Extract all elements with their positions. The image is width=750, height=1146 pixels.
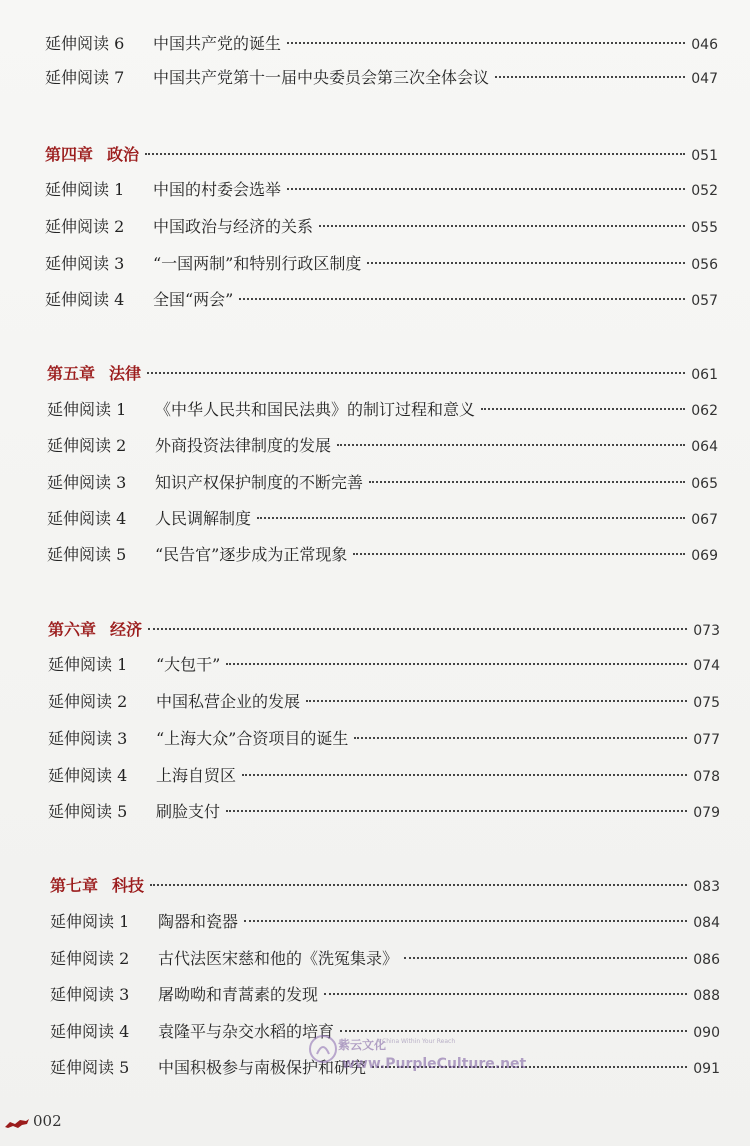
leader-dots	[242, 774, 687, 776]
toc-entry-page: 056	[691, 257, 718, 273]
toc-entry-page: 084	[693, 915, 720, 931]
watermark-site: www.PurpleCulture.net	[342, 1056, 527, 1072]
toc-chapter[interactable]	[47, 364, 718, 385]
toc-entry-label: 延伸阅读 2	[47, 436, 127, 455]
toc-entry-page: 067	[691, 512, 718, 528]
toc-entry-page: 083	[693, 879, 720, 895]
toc-entry-label: 延伸阅读 4	[47, 509, 127, 528]
toc-entry[interactable]	[48, 692, 720, 713]
leader-dots	[319, 225, 685, 227]
toc-entry-title: 中国的村委会选举	[153, 180, 282, 199]
leader-dots	[145, 153, 685, 155]
horse-emblem-icon	[4, 1116, 30, 1130]
toc-entry-label: 延伸阅读 2	[50, 949, 130, 968]
toc-entry-page: 064	[691, 439, 718, 455]
toc-entry-label: 延伸阅读 3	[47, 473, 127, 492]
chapter-number: 第五章	[47, 364, 96, 383]
toc-entry-title: 古代法医宋慈和他的《洗冤集录》	[158, 949, 399, 968]
toc-chapter[interactable]	[45, 145, 718, 166]
page-number: 002	[33, 1112, 62, 1130]
toc-entry-title: 知识产权保护制度的不断完善	[155, 473, 364, 492]
toc-entry-page: 078	[693, 769, 720, 785]
leader-dots	[226, 663, 687, 665]
toc-entry-title: “一国两制”和特别行政区制度	[153, 254, 362, 273]
toc-entry-label: 延伸阅读 7	[45, 68, 125, 87]
toc-entry-title: “民告官”逐步成为正常现象	[155, 545, 348, 564]
leader-dots	[226, 810, 687, 812]
toc-entry-page: 073	[693, 623, 720, 639]
toc-entry-title: 上海自贸区	[156, 766, 237, 785]
leader-dots	[147, 372, 685, 374]
leader-dots	[244, 920, 687, 922]
toc-entry-page: 075	[693, 695, 720, 711]
toc-entry-title: 中国共产党的诞生	[153, 34, 282, 53]
toc-entry-title: 中国私营企业的发展	[156, 692, 301, 711]
toc-entry-label: 延伸阅读 1	[50, 912, 130, 931]
toc-entry-label: 延伸阅读 5	[47, 545, 127, 564]
toc-entry[interactable]	[45, 254, 718, 275]
toc-entry-page: 051	[691, 148, 718, 164]
toc-entry-label: 延伸阅读 6	[45, 34, 125, 53]
toc-entry-title: 人民调解制度	[155, 509, 252, 528]
toc-entry-page: 069	[691, 548, 718, 564]
leader-dots	[495, 76, 685, 78]
watermark-tagline: A China Within Your Reach	[376, 1038, 456, 1045]
chapter-number: 第六章	[48, 620, 97, 639]
toc-entry-label: 延伸阅读 1	[45, 180, 125, 199]
toc-entry-title: 屠呦呦和青蒿素的发现	[158, 985, 319, 1004]
toc-entry[interactable]	[48, 766, 720, 787]
purpleculture-watermark	[306, 1030, 527, 1086]
chapter-title: 法律	[109, 364, 142, 383]
toc-entry[interactable]	[47, 545, 718, 566]
toc-entry-page: 077	[693, 732, 720, 748]
chapter-title: 政治	[107, 145, 140, 164]
chapter-title: 科技	[112, 876, 145, 895]
leader-dots	[257, 517, 685, 519]
toc-entry-title: 《中华人民共和国民法典》的制订过程和意义	[155, 400, 476, 419]
toc-entry-page: 055	[691, 220, 718, 236]
toc-entry-label: 延伸阅读 3	[48, 729, 128, 748]
leader-dots	[324, 993, 687, 995]
leader-dots	[404, 957, 687, 959]
toc-entry-page: 057	[691, 293, 718, 309]
toc-entry-title: “大包干”	[156, 655, 221, 674]
leader-dots	[353, 553, 685, 555]
toc-entry-page: 047	[691, 71, 718, 87]
toc-entry-label: 延伸阅读 3	[45, 254, 125, 273]
leader-dots	[150, 884, 687, 886]
chapter-title: 经济	[110, 620, 143, 639]
toc-entry[interactable]	[47, 436, 718, 457]
toc-entry-label: 延伸阅读 1	[47, 400, 127, 419]
toc-entry[interactable]	[45, 290, 718, 311]
toc-entry-title: 外商投资法律制度的发展	[155, 436, 332, 455]
toc-entry-label: 延伸阅读 4	[50, 1022, 130, 1041]
chapter-number: 第四章	[45, 145, 94, 164]
toc-entry-label: 延伸阅读 5	[50, 1058, 130, 1077]
toc-entry-label: 延伸阅读 2	[48, 692, 128, 711]
watermark-brand-cn: 紫云文化	[338, 1038, 387, 1052]
toc-entry-title: “上海大众”合资项目的诞生	[156, 729, 349, 748]
toc-entry-title: 中国政治与经济的关系	[153, 217, 314, 236]
toc-entry-title: 袁隆平与杂交水稻的培育	[158, 1022, 335, 1041]
toc-entry-page: 062	[691, 403, 718, 419]
toc-entry-label: 延伸阅读 1	[48, 655, 128, 674]
toc-entry[interactable]	[48, 729, 720, 750]
toc-entry-label: 延伸阅读 2	[45, 217, 125, 236]
toc-entry-label: 延伸阅读 4	[45, 290, 125, 309]
toc-chapter[interactable]	[50, 876, 720, 897]
toc-entry-page: 091	[693, 1061, 720, 1077]
toc-entry-title: 陶器和瓷器	[158, 912, 239, 931]
toc-entry-page: 088	[693, 988, 720, 1004]
toc-entry-label: 延伸阅读 5	[48, 802, 128, 821]
leader-dots	[337, 444, 685, 446]
toc-entry-title: 中国积极参与南极保护和研究	[158, 1058, 367, 1077]
purpleculture-logo-icon	[308, 1034, 338, 1064]
toc-entry-title: 中国共产党第十一届中央委员会第三次全体会议	[153, 68, 490, 87]
toc-entry[interactable]	[47, 400, 718, 421]
toc-entry[interactable]	[45, 217, 718, 238]
toc-entry-page: 074	[693, 658, 720, 674]
toc-entry-page: 052	[691, 183, 718, 199]
toc-entry-label: 延伸阅读 4	[48, 766, 128, 785]
toc-entry[interactable]	[50, 985, 720, 1006]
toc-entry-page: 079	[693, 805, 720, 821]
toc-chapter[interactable]	[48, 620, 720, 641]
leader-dots	[306, 700, 687, 702]
toc-entry[interactable]	[45, 180, 718, 201]
leader-dots	[354, 737, 687, 739]
toc-entry[interactable]	[50, 912, 720, 933]
toc-entry[interactable]	[50, 949, 720, 970]
toc-entry-page: 046	[691, 37, 718, 53]
leader-dots	[481, 408, 685, 410]
leader-dots	[287, 42, 685, 44]
toc-entry-label: 延伸阅读 3	[50, 985, 130, 1004]
leader-dots	[239, 298, 685, 300]
toc-entry[interactable]	[45, 34, 718, 55]
toc-entry-title: 全国“两会”	[153, 290, 234, 309]
leader-dots	[148, 628, 687, 630]
leader-dots	[367, 262, 685, 264]
toc-entry[interactable]	[47, 509, 718, 530]
toc-entry[interactable]	[47, 473, 718, 494]
toc-entry[interactable]	[48, 802, 720, 823]
toc-entry-page: 086	[693, 952, 720, 968]
toc-entry[interactable]	[48, 655, 720, 676]
toc-entry-page: 090	[693, 1025, 720, 1041]
leader-dots	[287, 188, 685, 190]
chapter-number: 第七章	[50, 876, 99, 895]
toc-entry[interactable]	[45, 68, 718, 89]
leader-dots	[369, 481, 685, 483]
toc-entry-page: 065	[691, 476, 718, 492]
toc-entry-title: 刷脸支付	[156, 802, 221, 821]
toc-entry-page: 061	[691, 367, 718, 383]
